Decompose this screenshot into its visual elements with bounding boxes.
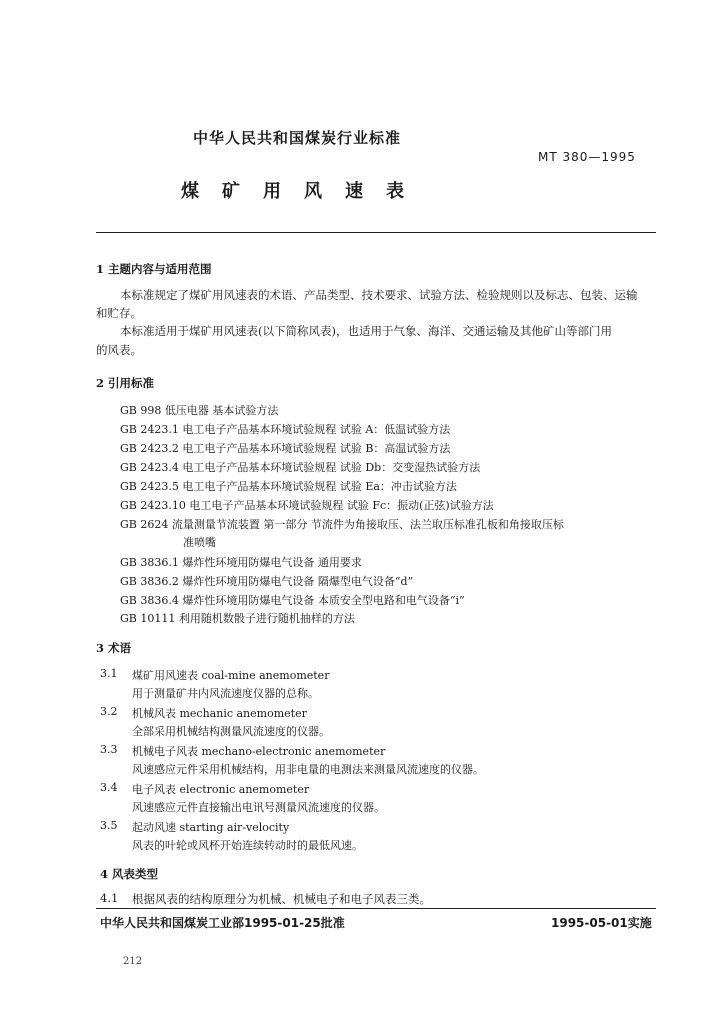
term-name: 机械电子风表 mechano-electronic anemometer bbox=[132, 745, 386, 758]
implementation-date: 1995-05-01实施 bbox=[551, 916, 652, 930]
section-1-para2-line2: 的风表。 bbox=[96, 343, 142, 357]
term-number: 3.2 bbox=[100, 705, 118, 718]
reference-item: GB 2423.5 电工电子产品基本环境试验规程 试验 Ea：冲击试验方法 bbox=[120, 480, 457, 493]
term-number: 3.3 bbox=[100, 743, 118, 756]
term-definition: 全部采用机械结构测量风流速度的仪器。 bbox=[132, 725, 330, 738]
section-1-heading: 1 主题内容与适用范围 bbox=[96, 262, 212, 276]
approval-statement: 中华人民共和国煤炭工业部1995-01-25批准 bbox=[100, 916, 345, 930]
term-definition: 风速感应元件直接输出电讯号测量风流速度的仪器。 bbox=[132, 801, 385, 814]
term-definition: 风速感应元件采用机械结构，用非电量的电测法来测量风流速度的仪器。 bbox=[132, 763, 484, 776]
term-name: 电子风表 electronic anemometer bbox=[132, 783, 310, 796]
reference-item: GB 2423.2 电工电子产品基本环境试验规程 试验 B：高温试验方法 bbox=[120, 442, 451, 455]
term-name: 起动风速 starting air-velocity bbox=[132, 821, 290, 834]
reference-item: GB 10111 利用随机数骰子进行随机抽样的方法 bbox=[120, 612, 355, 625]
reference-item: GB 3836.4 爆炸性环境用防爆电气设备 本质安全型电路和电气设备“i” bbox=[120, 594, 465, 607]
term-number: 3.1 bbox=[100, 667, 118, 680]
issuing-organization: 中华人民共和国煤炭行业标准 bbox=[193, 129, 402, 147]
reference-item: GB 2423.1 电工电子产品基本环境试验规程 试验 A：低温试验方法 bbox=[120, 423, 451, 436]
reference-item: GB 3836.2 爆炸性环境用防爆电气设备 隔爆型电气设备“d” bbox=[120, 575, 414, 588]
section-2-heading: 2 引用标准 bbox=[96, 376, 155, 390]
reference-item: GB 2423.4 电工电子产品基本环境试验规程 试验 Db：交变湿热试验方法 bbox=[120, 461, 481, 474]
section-3-heading: 3 术语 bbox=[96, 641, 132, 655]
term-definition: 风表的叶轮或风杯开始连续转动时的最低风速。 bbox=[132, 839, 363, 852]
section-4-item-text: 根据风表的结构原理分为机械、机械电子和电子风表三类。 bbox=[132, 892, 431, 906]
term-number: 3.4 bbox=[100, 781, 118, 794]
section-4-heading: 4 风表类型 bbox=[100, 867, 159, 881]
section-1-para2-line1: 本标准适用于煤矿用风速表(以下简称风表)，也适用于气象、海洋、交通运输及其他矿山等部门用 bbox=[120, 324, 612, 338]
term-name: 煤矿用风速表 coal-mine anemometer bbox=[132, 669, 330, 682]
term-name: 机械风表 mechanic anemometer bbox=[132, 707, 307, 720]
term-definition: 用于测量矿井内风流速度仪器的总称。 bbox=[132, 687, 319, 700]
reference-item: GB 2624 流量测量节流装置 第一部分 节流件为角接取压、法兰取压标准孔板和角接取压标 bbox=[120, 518, 564, 531]
reference-item: GB 998 低压电器 基本试验方法 bbox=[120, 404, 279, 417]
page-number: 212 bbox=[123, 956, 143, 967]
document-title: 煤矿用风速表 bbox=[181, 181, 427, 202]
section-1-para1-line2: 和贮存。 bbox=[96, 306, 142, 320]
standard-code: MT 380—1995 bbox=[538, 150, 636, 164]
footer-divider bbox=[96, 908, 656, 909]
header-divider bbox=[96, 232, 656, 233]
term-number: 3.5 bbox=[100, 819, 118, 832]
reference-item: GB 2423.10 电工电子产品基本环境试验规程 试验 Fc：振动(正弦)试验方法 bbox=[120, 499, 494, 512]
reference-item-continuation: 准喷嘴 bbox=[183, 536, 216, 549]
section-1-para1-line1: 本标准规定了煤矿用风速表的术语、产品类型、技术要求、试验方法、检验规则以及标志、包装、运输 bbox=[120, 288, 638, 302]
reference-item: GB 3836.1 爆炸性环境用防爆电气设备 通用要求 bbox=[120, 556, 362, 569]
section-4-item-number: 4.1 bbox=[100, 891, 119, 905]
